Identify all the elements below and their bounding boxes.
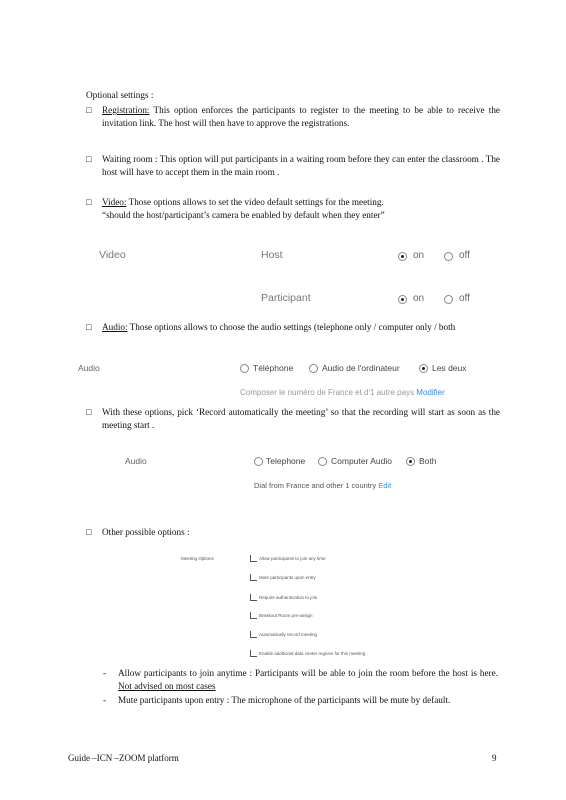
meeting-option-label: Require authentication to join [259,595,318,600]
section-title: Optional settings : [86,90,154,100]
audio-label: Audio: [102,322,128,332]
registration-label: Registration: [102,105,150,115]
participant-video-off-label: off [459,293,470,304]
registration-text [102,104,500,130]
fr-both-radio[interactable] [419,364,428,373]
dash-item-text: Mute participants upon entry : The microphone of the participants will be mute by default. [118,695,451,705]
meeting-options-label: Meeting Options [181,556,214,561]
meeting-option-checkbox[interactable] [250,631,257,638]
meeting-option-checkbox[interactable] [250,650,257,657]
bullet-icon: □ [86,105,92,115]
fr-dial-note-text: Composer le numéro de France et d'1 autre pays [240,388,415,397]
bullet-audio [86,321,500,334]
video-host-label: Host [261,249,283,261]
participant-video-on-label: on [413,293,425,304]
meeting-option-checkbox[interactable] [250,594,257,601]
en-telephone-radio[interactable] [254,457,263,466]
bullet-icon: □ [86,154,92,164]
meeting-option-label: Automatically record meeting [259,632,318,637]
bullet-icon: □ [86,407,92,417]
audio-fr-section-label: Audio [78,363,100,373]
host-video-off-radio[interactable] [444,252,453,261]
dash-marker: - [103,695,107,705]
bullet-record [86,406,500,432]
fr-dial-note [240,386,480,397]
fr-both-label: Les deux [432,363,467,373]
meeting-option-checkbox[interactable] [250,555,257,562]
host-video-off-label: off [459,250,470,261]
bullet-video [86,196,500,222]
bullet-icon: □ [86,527,92,537]
video-body: Those options allows to set the video default settings for the meeting. [126,197,384,207]
bullet-waiting-room [86,153,500,179]
en-both-radio[interactable] [406,457,415,466]
registration-body: This option enforces the participants to register to the meeting to be able to receive the invitation link. The host will then have to approve the registrations. [102,105,500,128]
dash-item-allow-join [118,667,498,693]
audio-body: Those options allows to choose the audio settings (telephone only / computer only / both [127,322,456,332]
participant-video-off-radio[interactable] [444,295,453,304]
video-participant-label: Participant [261,292,311,304]
dash-marker: - [103,668,107,678]
bullet-other-options [86,526,500,539]
footer-guide-title: Guide –ICN –ZOOM platform [68,753,179,763]
meeting-option-checkbox[interactable] [250,612,257,619]
bullet-icon: □ [86,322,92,332]
video-label: Video: [102,197,127,207]
dash-item-text: Allow participants to join anytime : Participants will be able to join the room before the host is here. [118,668,498,678]
audio-en-section-label: Audio [125,456,147,466]
en-dial-note-text: Dial from France and other 1 country [254,481,377,490]
waiting-room-text: Waiting room : This option will put participants in a waiting room before they can enter the classroom . The host will have to accept them in the main room . [102,154,500,177]
dash-item-warning: Not advised on most cases [118,681,216,691]
meeting-option-label: Allow participants to join any time [259,556,326,561]
video-text [102,196,500,222]
page-number: 9 [492,753,497,763]
meeting-option-checkbox[interactable] [250,574,257,581]
bullet-icon: □ [86,197,92,207]
host-video-on-radio[interactable] [398,252,407,261]
fr-telephone-radio[interactable] [240,364,249,373]
video-quote: “should the host/participant’s camera be enabled by default when they enter” [102,210,385,220]
dash-item-mute [118,694,498,707]
fr-telephone-label: Téléphone [253,363,294,373]
fr-modifier-link[interactable]: Modifier [416,388,445,397]
en-computer-audio-label: Computer Audio [331,456,392,466]
fr-computer-audio-label: Audio de l'ordinateur [322,363,400,373]
en-dial-note [254,479,391,492]
en-computer-audio-radio[interactable] [318,457,327,466]
en-edit-link[interactable]: Edit [378,481,392,490]
host-video-on-label: on [413,250,425,261]
bullet-registration [86,104,500,130]
video-section-label: Video [99,249,126,261]
participant-video-on-radio[interactable] [398,295,407,304]
other-options-text: Other possible options : [102,527,190,537]
meeting-option-label: Mute participants upon entry [259,575,316,580]
audio-text [102,321,500,334]
en-telephone-label: Telephone [266,456,306,466]
en-both-label: Both [419,456,437,466]
meeting-option-label: Breakout Room pre-assign [259,613,313,618]
record-text: With these options, pick ‘Record automatically the meeting’ so that the recording will start as soon as the meeting start . [102,407,500,430]
fr-computer-audio-radio[interactable] [309,364,318,373]
meeting-option-label: Enable additional data center regions for this meeting [259,651,366,656]
